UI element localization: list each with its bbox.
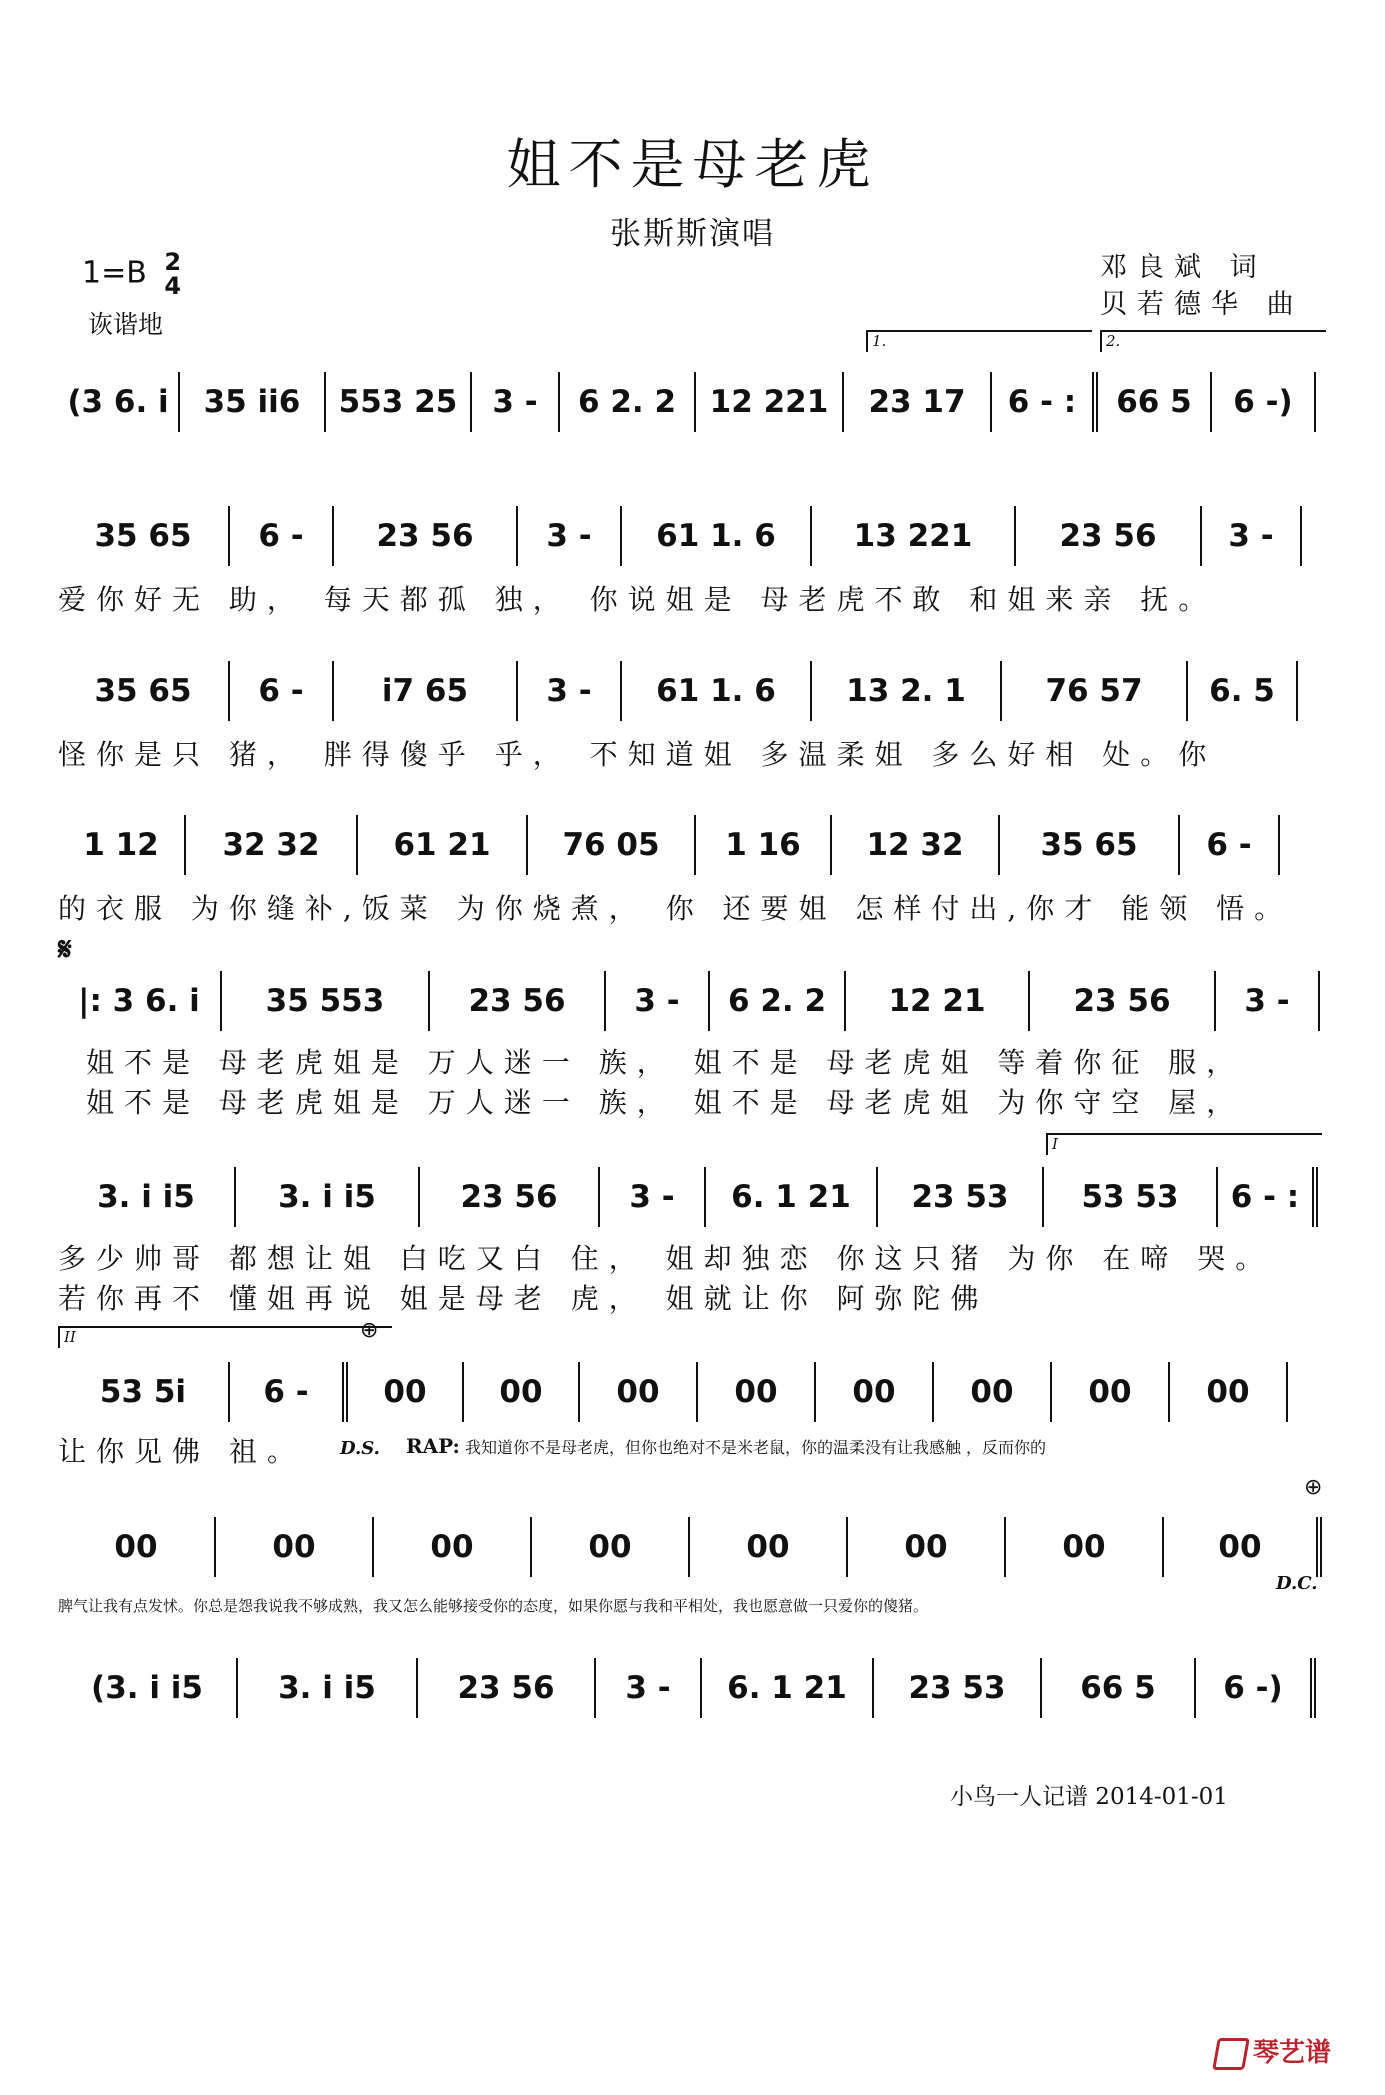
logo-icon — [1212, 2038, 1250, 2070]
measure: 00 — [816, 1362, 934, 1422]
dal-segno-mark: D.S. — [340, 1438, 380, 1459]
measure: 61 21 — [358, 815, 528, 875]
measure: 00 — [374, 1517, 532, 1577]
measure: 13 2. 1 — [812, 661, 1002, 721]
logo-text: 琴艺谱 — [1253, 2038, 1332, 2068]
measure: 76 05 — [528, 815, 696, 875]
measure: 35 65 — [58, 506, 230, 566]
measure-row — [58, 372, 1328, 432]
measure: 23 53 — [874, 1658, 1042, 1718]
measure: 35 65 — [58, 661, 230, 721]
measure: 12 32 — [832, 815, 1000, 875]
measure: 76 57 — [1002, 661, 1188, 721]
measure: 12 221 — [696, 372, 844, 432]
measure: 6 - — [230, 506, 334, 566]
time-denominator: 4 — [164, 272, 182, 300]
measure: 23 56 — [420, 1167, 600, 1227]
measure: 32 32 — [186, 815, 358, 875]
measure-repeat-start: |: 3 6. i — [58, 971, 222, 1031]
site-logo — [1215, 2032, 1331, 2070]
segno-sign: 𝄋 — [58, 930, 72, 968]
measure: 00 — [698, 1362, 816, 1422]
page-title: 姐不是母老虎 — [506, 133, 879, 196]
measure-final: 6 -) — [1196, 1658, 1316, 1718]
volta-I: I — [1046, 1133, 1322, 1155]
lyric-line: 的衣服 为你缝补,饭菜 为你烧煮， 你 还要姐 怎样付出,你才 能领 悟。 — [58, 892, 1293, 925]
volta-second-ending: 2. — [1100, 330, 1326, 352]
measure-row — [58, 971, 1328, 1031]
measure: 12 21 — [846, 971, 1030, 1031]
measure-row — [58, 1517, 1328, 1577]
measure: 13 221 — [812, 506, 1016, 566]
measure: 61 1. 6 — [622, 506, 812, 566]
measure: 23 56 — [1030, 971, 1216, 1031]
measure-repeat-end: 6 - : — [1218, 1167, 1318, 1227]
tempo-mood: 诙谐地 — [88, 310, 164, 339]
measure: 23 56 — [1016, 506, 1202, 566]
rap-line-1 — [406, 1434, 1046, 1458]
measure: 3 - — [1202, 506, 1302, 566]
measure: 6 - — [230, 661, 334, 721]
measure: 3. i i5 — [58, 1167, 236, 1227]
measure: 00 — [216, 1517, 374, 1577]
measure: 6. 1 21 — [706, 1167, 878, 1227]
da-capo-mark: D.C. — [1276, 1573, 1318, 1594]
measure: 00 — [1006, 1517, 1164, 1577]
measure: 3 - — [518, 661, 622, 721]
measure-repeat-end: 6 - : — [992, 372, 1098, 432]
measure: 3 - — [1216, 971, 1320, 1031]
lyric-line: 多少帅哥 都想让姐 白吃又白 住， 姐却独恋 你这只猪 为你 在啼 哭。 — [58, 1242, 1274, 1275]
measure: 6 2. 2 — [710, 971, 846, 1031]
measure: 6 2. 2 — [560, 372, 696, 432]
measure: 53 5i — [58, 1362, 230, 1422]
measure: 3 - — [518, 506, 622, 566]
measure: 6 - — [1180, 815, 1280, 875]
measure: 3 - — [600, 1167, 706, 1227]
measure: 23 56 — [430, 971, 606, 1031]
measure: 66 5 — [1042, 1658, 1196, 1718]
volta-II: II — [58, 1326, 392, 1348]
measure: 3 - — [606, 971, 710, 1031]
measure-final: 00 — [1164, 1517, 1322, 1577]
measure-row — [58, 1658, 1328, 1718]
rap-label: RAP: — [406, 1434, 460, 1458]
transcriber-credit: 小鸟一人记谱 2014-01-01 — [950, 1784, 1228, 1810]
measure: 00 — [1052, 1362, 1170, 1422]
lyric-line: 姐不是 母老虎姐是 万人迷一 族， 姐不是 母老虎姐 等着你征 服， — [86, 1046, 1245, 1079]
singer-credit: 张斯斯演唱 — [610, 216, 775, 252]
measure-row — [58, 815, 1328, 875]
measure: 61 1. 6 — [622, 661, 812, 721]
measure: 00 — [58, 1517, 216, 1577]
measure: 3 - — [472, 372, 560, 432]
lyric-line: 若你再不 懂姐再说 姐是母老 虎， 姐就让你 阿弥陀佛 — [58, 1282, 989, 1315]
measure-row — [58, 661, 1328, 721]
measure-row — [58, 1167, 1328, 1227]
measure: 23 17 — [844, 372, 992, 432]
measure: 6 -) — [1212, 372, 1316, 432]
rap-line-2: 脾气让我有点发怵。你总是怨我说我不够成熟，我又怎么能够接受你的态度，如果你愿与我和平相处，我也愿意做一只爱你的傻猪。 — [58, 1597, 929, 1615]
lyric-line: 怪你是只 猪， 胖得傻乎 乎， 不知道姐 多温柔姐 多么好相 处。你 — [58, 738, 1217, 771]
measure: 00 — [464, 1362, 580, 1422]
measure: 35 553 — [222, 971, 430, 1031]
measure: 23 56 — [418, 1658, 596, 1718]
measure-row — [58, 506, 1328, 566]
time-numerator: 2 — [164, 248, 182, 276]
measure: 00 — [934, 1362, 1052, 1422]
measure: 00 — [580, 1362, 698, 1422]
key-signature — [82, 250, 181, 298]
measure: 23 53 — [878, 1167, 1044, 1227]
measure: 3. i i5 — [236, 1167, 420, 1227]
time-signature — [164, 250, 181, 298]
composer-credit: 贝若德华 曲 — [1100, 289, 1304, 320]
measure: 35 65 — [1000, 815, 1180, 875]
measure: 00 — [690, 1517, 848, 1577]
measure: 00 — [348, 1362, 464, 1422]
lyricist-credit: 邓良斌 词 — [1100, 252, 1267, 283]
measure: 00 — [848, 1517, 1006, 1577]
measure: i7 65 — [334, 661, 518, 721]
measure: 53 53 — [1044, 1167, 1218, 1227]
measure: 35 ii6 — [180, 372, 326, 432]
measure: 6 - — [230, 1362, 348, 1422]
measure: 553 25 — [326, 372, 472, 432]
lyric-line: 爱你好无 助， 每天都孤 独， 你说姐是 母老虎不敢 和姐来亲 抚。 — [58, 583, 1217, 616]
measure: 3. i i5 — [238, 1658, 418, 1718]
coda-sign: ⊕ — [360, 1318, 379, 1343]
measure: 23 56 — [334, 506, 518, 566]
lyric-line: 让你见佛 祖。 — [58, 1435, 305, 1468]
measure: 00 — [1170, 1362, 1288, 1422]
coda-sign: ⊕ — [1304, 1475, 1323, 1500]
volta-first-ending: 1. — [866, 330, 1092, 352]
measure-row — [58, 1362, 1328, 1422]
lyric-line: 姐不是 母老虎姐是 万人迷一 族， 姐不是 母老虎姐 为你守空 屋， — [86, 1086, 1245, 1119]
key-text: 1=B — [82, 255, 147, 291]
rap-text: 我知道你不是母老虎，但你也绝对不是米老鼠，你的温柔没有让我感触 ，反而你的 — [464, 1438, 1047, 1457]
measure: 6. 1 21 — [702, 1658, 874, 1718]
measure: 66 5 — [1098, 372, 1212, 432]
measure: (3. i i5 — [58, 1658, 238, 1718]
measure: 1 12 — [58, 815, 186, 875]
measure: 00 — [532, 1517, 690, 1577]
measure: 1 16 — [696, 815, 832, 875]
measure: 6. 5 — [1188, 661, 1298, 721]
measure: (3 6. i — [58, 372, 180, 432]
measure: 3 - — [596, 1658, 702, 1718]
